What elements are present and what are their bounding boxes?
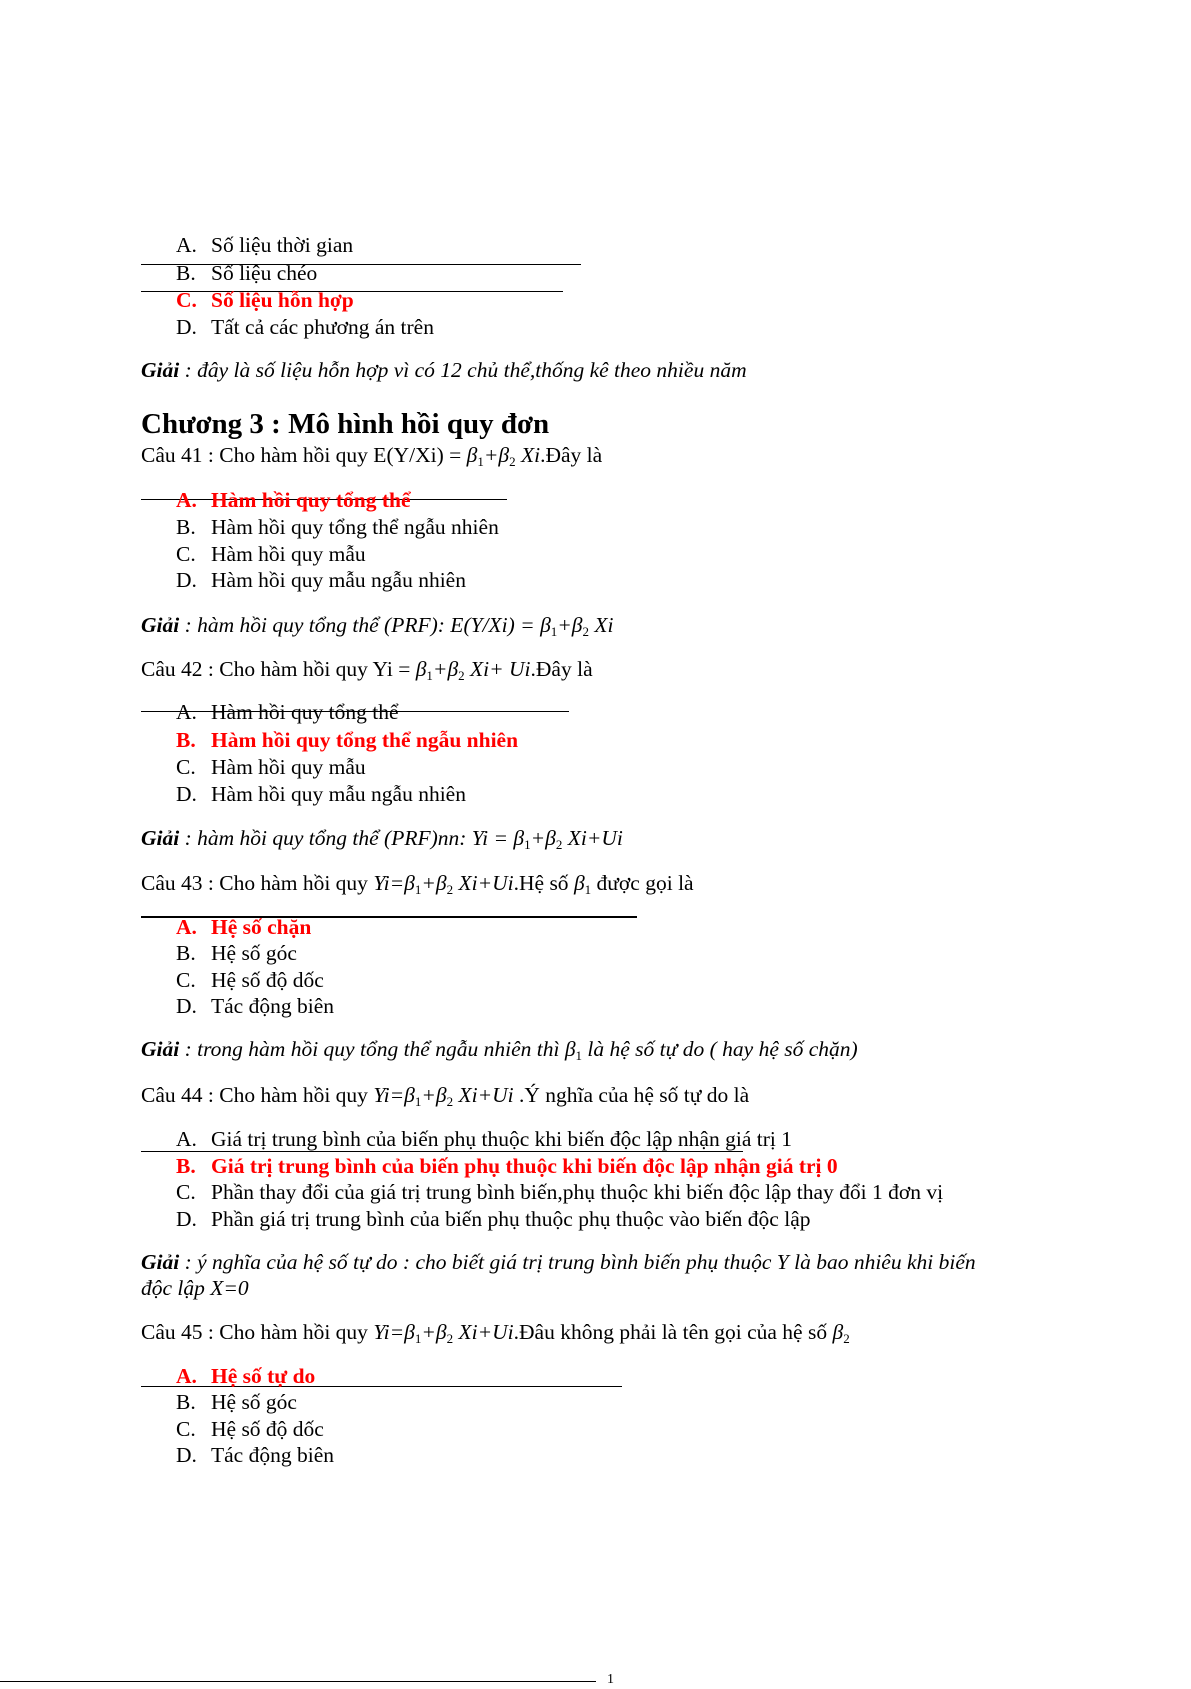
question-45: Câu 45 : Cho hàm hồi quy $Yi=\beta_1+\beta_2$ Xi+Ui.Đâu không phải là tên gọi của hệ số $\beta_2$ xyxy=(141,1320,850,1346)
formula: $\beta_1+\beta_2$ Xi+ Ui xyxy=(415,657,531,683)
option-a: A. Giá trị trung bình của biến phụ thuộc khi biến độc lập nhận giá trị 1 xyxy=(176,1127,792,1151)
option-a: A. Số liệu thời gian xyxy=(176,233,354,257)
solution: Giải : hàm hồi quy tổng thể (PRF)nn: $Yi = \beta_1+\beta_2$ Xi+Ui xyxy=(141,826,623,852)
option-c: C. Hàm hồi quy mẫu xyxy=(176,755,366,779)
formula: $Yi=\beta_1+\beta_2$ Xi+Ui xyxy=(373,1083,514,1109)
solution: Giải : hàm hồi quy tổng thể (PRF): $E(Y/Xi) = \beta_1+\beta_2$ Xi xyxy=(141,613,614,639)
option-d: D. Hàm hồi quy mẫu ngẫu nhiên xyxy=(176,782,466,806)
option-b: B. Hệ số góc xyxy=(176,941,297,965)
option-c-correct: C. Số liệu hỗn hợp xyxy=(176,288,354,312)
option-d: D. Tất cả các phương án trên xyxy=(176,315,434,339)
option-b-correct: B. Hàm hồi quy tổng thể ngẫu nhiên xyxy=(176,728,519,752)
option-d: D. Hàm hồi quy mẫu ngẫu nhiên xyxy=(176,568,466,592)
option-a: A. Hàm hồi quy tổng thể xyxy=(176,700,399,724)
option-a-correct: A. Hệ số chặn xyxy=(176,915,312,939)
divider xyxy=(141,1151,743,1152)
solution-continued: độc lập X=0 xyxy=(141,1276,249,1300)
solution: Giải : đây là số liệu hỗn hợp vì có 12 chủ thể,thống kê theo nhiều năm xyxy=(141,358,747,382)
question-41: Câu 41 : Cho hàm hồi quy $E(Y/Xi) = \beta_1+\beta_2$ Xi.Đây là xyxy=(141,443,603,469)
option-d: D. Phần giá trị trung bình của biến phụ thuộc phụ thuộc vào biến độc lập xyxy=(176,1207,811,1231)
question-44: Câu 44 : Cho hàm hồi quy $Yi=\beta_1+\beta_2$ Xi+Ui .Ý nghĩa của hệ số tự do là xyxy=(141,1083,750,1109)
solution: Giải : trong hàm hồi quy tổng thể ngẫu nhiên thì $\beta_1$ là hệ số tự do ( hay hệ số chặn) xyxy=(141,1037,858,1063)
formula: $Yi=\beta_1+\beta_2$ Xi+Ui xyxy=(373,871,514,897)
solution: Giải : ý nghĩa của hệ số tự do : cho biết giá trị trung bình biến phụ thuộc Y là bao nhiêu khi biến xyxy=(141,1250,976,1274)
page-number: 1 xyxy=(607,1672,614,1687)
formula: $\beta_1+\beta_2$ Xi xyxy=(466,443,541,469)
option-b-correct: B. Giá trị trung bình của biến phụ thuộc khi biến độc lập nhận giá trị 0 xyxy=(176,1154,838,1178)
question-42: Câu 42 : Cho hàm hồi quy $Yi = \beta_1+\beta_2$ Xi+ Ui.Đây là xyxy=(141,657,593,683)
chapter-heading: Chương 3 : Mô hình hồi quy đơn xyxy=(141,408,550,440)
option-c: C. Hàm hồi quy mẫu xyxy=(176,542,366,566)
option-b: B. Hàm hồi quy tổng thể ngẫu nhiên xyxy=(176,515,499,539)
option-d: D. Tác động biên xyxy=(176,994,334,1018)
option-d: D. Tác động biên xyxy=(176,1443,334,1467)
question-43: Câu 43 : Cho hàm hồi quy $Yi=\beta_1+\beta_2$ Xi+Ui.Hệ số $\beta_1$ được gọi là xyxy=(141,871,694,897)
option-a-correct: A. Hệ số tự do xyxy=(176,1364,316,1388)
option-b: B. Hệ số góc xyxy=(176,1390,297,1414)
option-c: C. Hệ số độ dốc xyxy=(176,968,324,992)
option-c: C. Hệ số độ dốc xyxy=(176,1417,324,1441)
option-b: B. Số liệu chéo xyxy=(176,261,318,285)
option-a-correct: A. Hàm hồi quy tổng thể xyxy=(176,488,411,512)
option-c: C. Phần thay đổi của giá trị trung bình biến,phụ thuộc khi biến độc lập thay đổi 1 đơn vị xyxy=(176,1180,944,1204)
footer-divider xyxy=(0,1681,596,1682)
formula: $Yi=\beta_1+\beta_2$ Xi+Ui xyxy=(373,1320,514,1346)
